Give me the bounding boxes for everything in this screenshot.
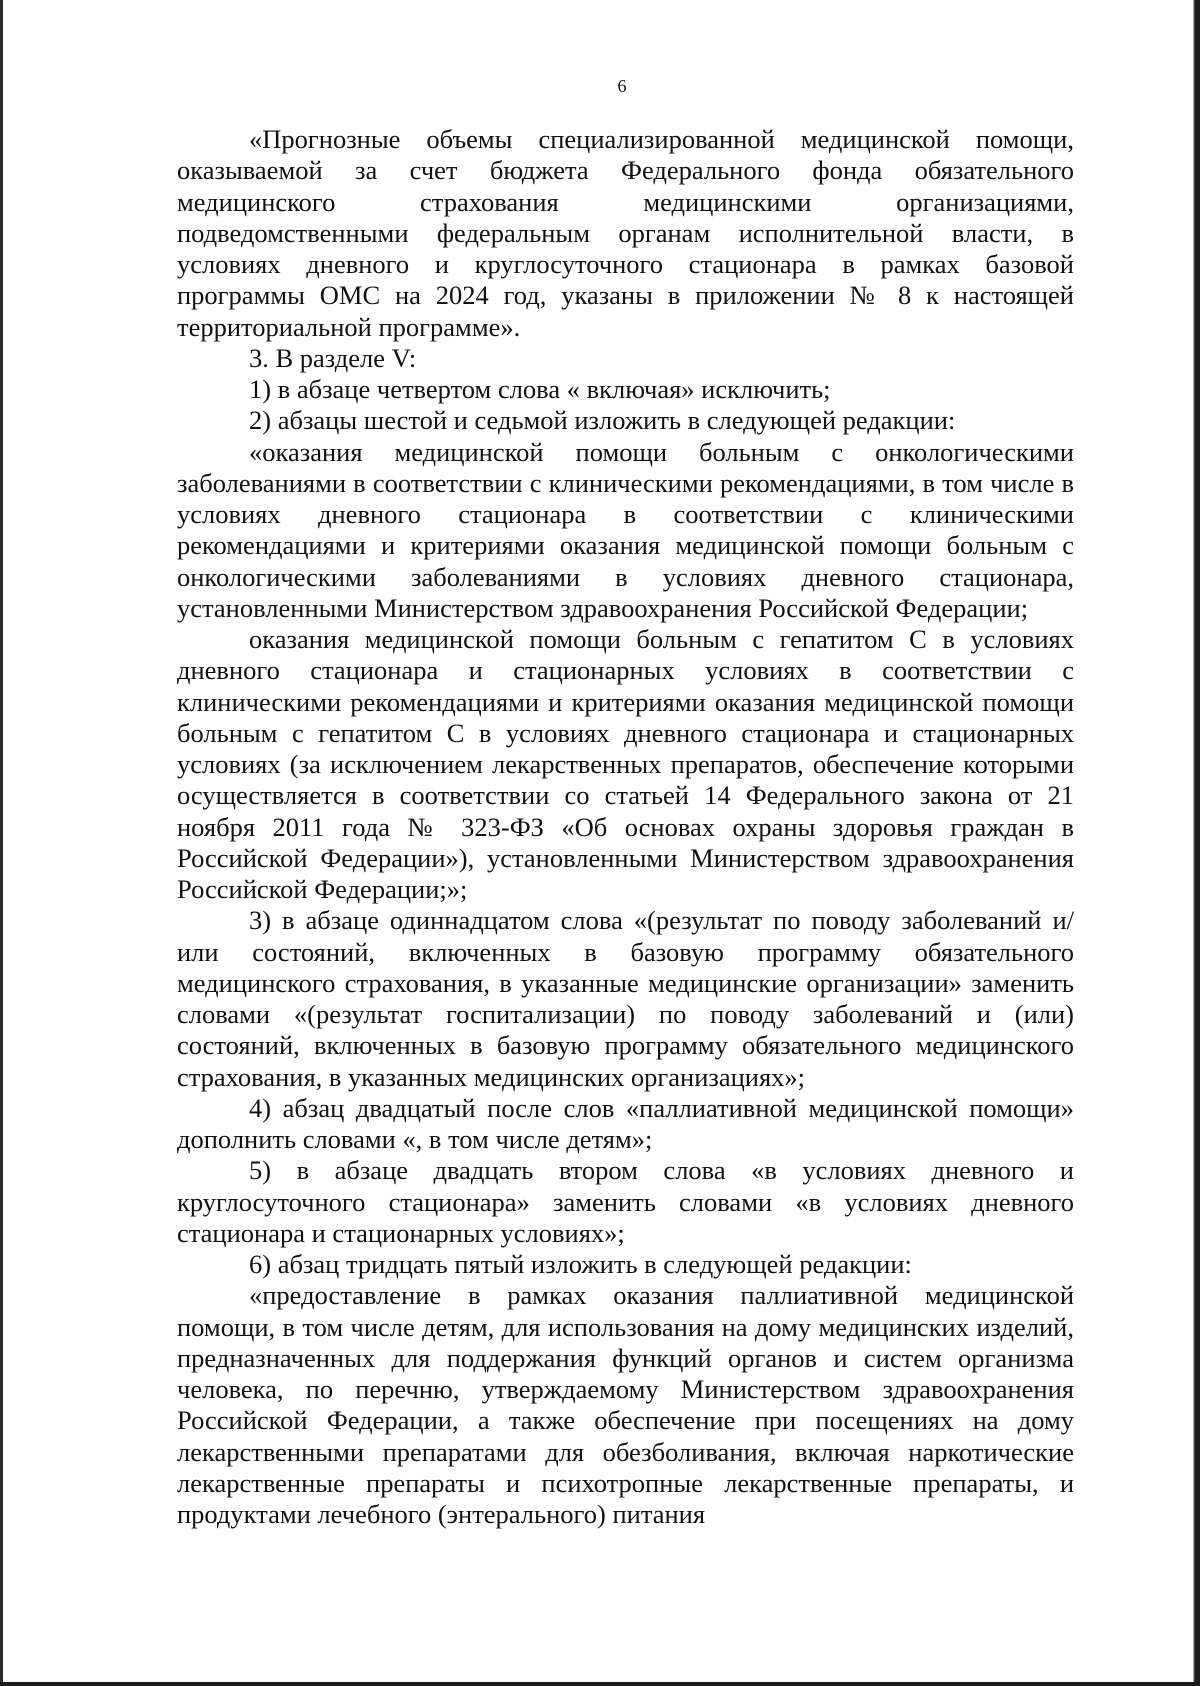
paragraph: 1) в абзаце четвертом слова « включая» исключить; xyxy=(249,374,831,404)
paragraph: «Прогнозные объемы специализированной медицинской помощи, оказываемой за счет бюджета Федерального фонда обязательного медицинского страхования медицинскими организациями, подведомственными федеральным органам исполнительной власти, в условиях дневного и круглосуточного стационара в рамках базовой программы ОМС на 2024 год, указаны в приложении № 8 к настоящей территориальной программе». xyxy=(177,124,1074,342)
scan-edge-right xyxy=(1193,0,1200,1686)
paragraph: 3) в абзаце одиннадцатом слова «(результат по поводу заболеваний и/или состояний, включенных в базовую программу обязательного медицинского страхования, в указанные медицинские организации» заменить словами «(результат госпитализации) по поводу заболеваний и (или) состояний, включенных в базовую программу обязательного медицинского страхования, в указанных медицинских организациях»; xyxy=(177,905,1074,1092)
paragraph: 3. В разделе V: xyxy=(249,342,417,373)
paragraph: 5) в абзаце двадцать втором слова «в условиях дневного и круглосуточного стационара» заменить словами «в условиях дневного стационара и стационарных условиях»; xyxy=(177,1155,1074,1248)
paragraph: 2) абзацы шестой и седьмой изложить в следующей редакции: xyxy=(249,405,956,436)
paragraph: оказания медицинской помощи больным с гепатитом С в условиях дневного стационара и стационарных условиях в соответствии с клиническими рекомендациями и критериями оказания медицинской помощи больным с гепатитом С в условиях дневного стационара и стационарных условиях (за исключением лекарственных препаратов, обеспечение которыми осуществляется в соответствии со статьей 14 Федерального закона от 21 ноября 2011 года № 323-ФЗ «Об основах охраны здоровья граждан в Российской Федерации»), установленными Министерством здравоохранения Российской Федерации;»; xyxy=(177,624,1074,904)
scan-edge-left xyxy=(0,0,3,1686)
scan-edge-bottom xyxy=(0,1682,1200,1686)
paragraph: «предоставление в рамках оказания паллиативной медицинской помощи, в том числе детям, для использования на дому медицинских изделий, предназначенных для поддержания функций органов и систем организма человека, по перечню, утверждаемому Министерством здравоохранения Российской Федерации, а также обеспечение при посещениях на дому лекарственными препаратами для обезболивания, включая наркотические лекарственные препараты и психотропные лекарственные препараты, и продуктами лечебного (энтерального) питания xyxy=(177,1280,1074,1529)
paragraph: «оказания медицинской помощи больным с онкологическими заболеваниями в соответствии с клиническими рекомендациями, в том числе в условиях дневного стационара в соответствии с клиническими рекомендациями и критериями оказания медицинской помощи больным с онкологическими заболеваниями в условиях дневного стационара, установленными Министерством здравоохранения Российской Федерации; xyxy=(177,436,1074,623)
document-body xyxy=(177,124,1074,1530)
paragraph: 6) абзац тридцать пятый изложить в следующей редакции: xyxy=(249,1249,912,1279)
paragraph: 4) абзац двадцатый после слов «паллиативной медицинской помощи» дополнить словами «, в том числе детям»; xyxy=(177,1092,1074,1154)
page-number: 6 xyxy=(617,76,627,96)
